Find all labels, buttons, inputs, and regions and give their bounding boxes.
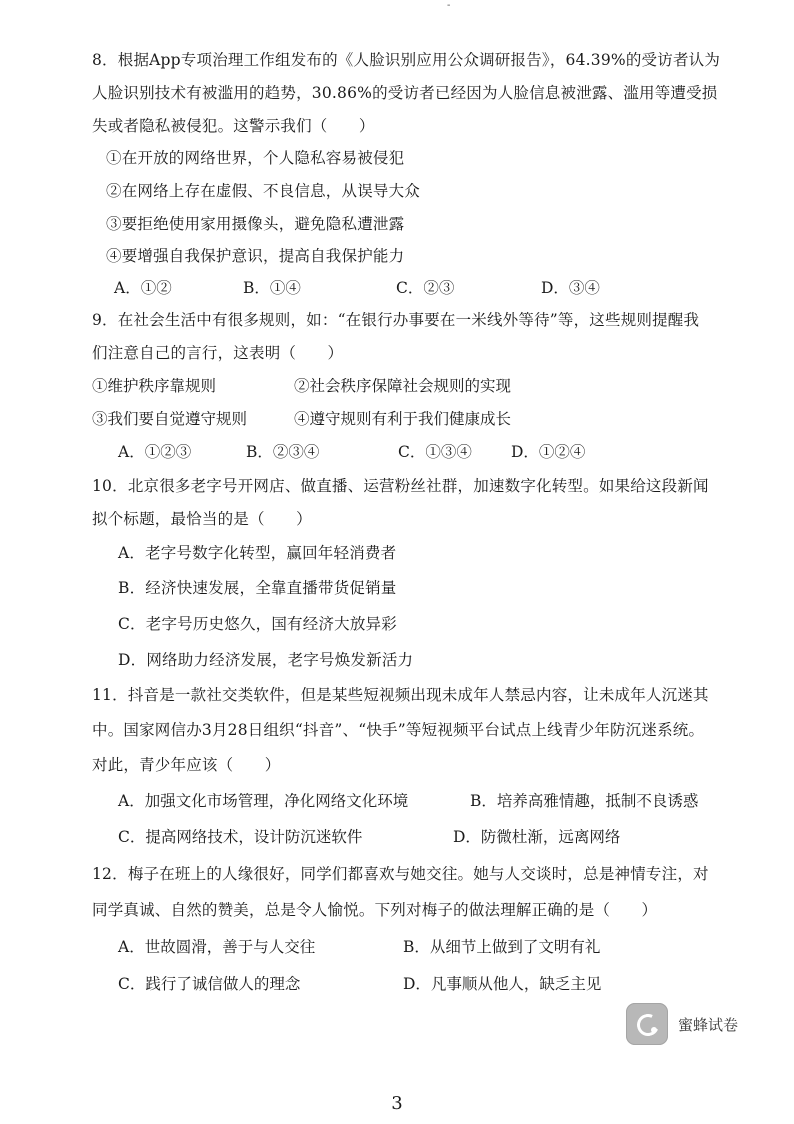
question-11-option-a: A．加强文化市场管理，净化网络文化环境 [118, 792, 409, 810]
question-9-option-a: A．①②③ [118, 443, 192, 461]
question-9-item-2: ②社会秩序保障社会规则的实现 [294, 377, 512, 395]
question-10-option-d: D．网络助力经济发展，老字号焕发新活力 [118, 651, 414, 669]
question-8-option-a: A．①② [114, 279, 172, 297]
question-9-text-line-2: 们注意自己的言行，这表明（ ） [92, 344, 344, 362]
question-9-item-1: ①维护秩序靠规则 [92, 377, 217, 395]
question-8-item-1: ①在开放的网络世界，个人隐私容易被侵犯 [106, 149, 405, 167]
question-8-option-d: D．③④ [541, 279, 600, 297]
question-9-option-b: B．②③④ [246, 443, 320, 461]
question-10-text-line-1: 10．北京很多老字号开网店、做直播、运营粉丝社群，加速数字化转型。如果给这段新闻 [92, 477, 709, 495]
question-10-option-c: C．老字号历史悠久，国有经济大放异彩 [118, 615, 397, 633]
question-12-text-line-1: 12．梅子在班上的人缘很好，同学们都喜欢与她交往。她与人交谈时，总是神情专注，对 [92, 865, 709, 883]
question-9-text-line-1: 9．在社会生活中有很多规则，如：“在银行办事要在一米线外等待”等，这些规则提醒我 [92, 311, 700, 329]
question-8-option-c: C．②③ [396, 279, 455, 297]
question-10-text-line-2: 拟个标题，最恰当的是（ ） [92, 510, 312, 528]
question-10-option-a: A．老字号数字化转型，赢回年轻消费者 [118, 544, 397, 562]
question-11-text-line-2: 中。国家网信办3月28日组织“抖音”、“快手”等短视频平台试点上线青少年防沉迷系统。 [92, 721, 705, 739]
question-12-text-line-2: 同学真诚、自然的赞美，总是令人愉悦。下列对梅子的做法理解正确的是（ ） [92, 901, 658, 919]
question-9-option-d: D．①②④ [511, 443, 586, 461]
question-9-item-3: ③我们要自觉遵守规则 [92, 410, 248, 428]
question-8-item-2: ②在网络上存在虚假、不良信息，从误导大众 [106, 182, 421, 200]
question-10-option-b: B．经济快速发展，全靠直播带货促销量 [118, 579, 397, 597]
question-8-option-b: B．①④ [243, 279, 301, 297]
question-8-item-3: ③要拒绝使用家用摄像头，避免隐私遭泄露 [106, 215, 405, 233]
question-8-text-line-2: 人脸识别技术有被滥用的趋势，30.86%的受访者已经因为人脸信息被泄露、滥用等遭受损 [92, 84, 718, 102]
page-number: 3 [391, 1093, 403, 1114]
question-11-text-line-3: 对此，青少年应该（ ） [92, 756, 281, 774]
watermark [626, 1003, 738, 1045]
question-12-option-b: B．从细节上做到了文明有礼 [403, 938, 601, 956]
question-9-item-4: ④遵守规则有利于我们健康成长 [294, 410, 512, 428]
question-11-option-c: C．提高网络技术，设计防沉迷软件 [118, 828, 363, 846]
question-8-text-line-1: 8．根据App专项治理工作组发布的《人脸识别应用公众调研报告》，64.39%的受访者认为 [92, 51, 721, 69]
question-12-option-d: D．凡事顺从他人，缺乏主见 [403, 975, 602, 993]
question-12-option-c: C．践行了诚信做人的理念 [118, 975, 301, 993]
question-11-text-line-1: 11．抖音是一款社交类软件，但是某些短视频出现未成年人禁忌内容，让未成年人沉迷其 [92, 686, 709, 704]
question-8-text-line-3: 失或者隐私被侵犯。这警示我们（ ） [92, 117, 375, 135]
question-8-item-4: ④要增强自我保护意识，提高自我保护能力 [106, 247, 405, 265]
honeybee-logo-icon [626, 1003, 668, 1045]
question-11-option-b: B．培养高雅情趣，抵制不良诱惑 [470, 792, 699, 810]
top-mark: - [447, 0, 451, 11]
question-11-option-d: D．防微杜渐，远离网络 [453, 828, 621, 846]
watermark-text: 蜜蜂试卷 [678, 1015, 739, 1034]
question-9-option-c: C．①③④ [398, 443, 472, 461]
question-12-option-a: A．世故圆滑，善于与人交往 [118, 938, 316, 956]
